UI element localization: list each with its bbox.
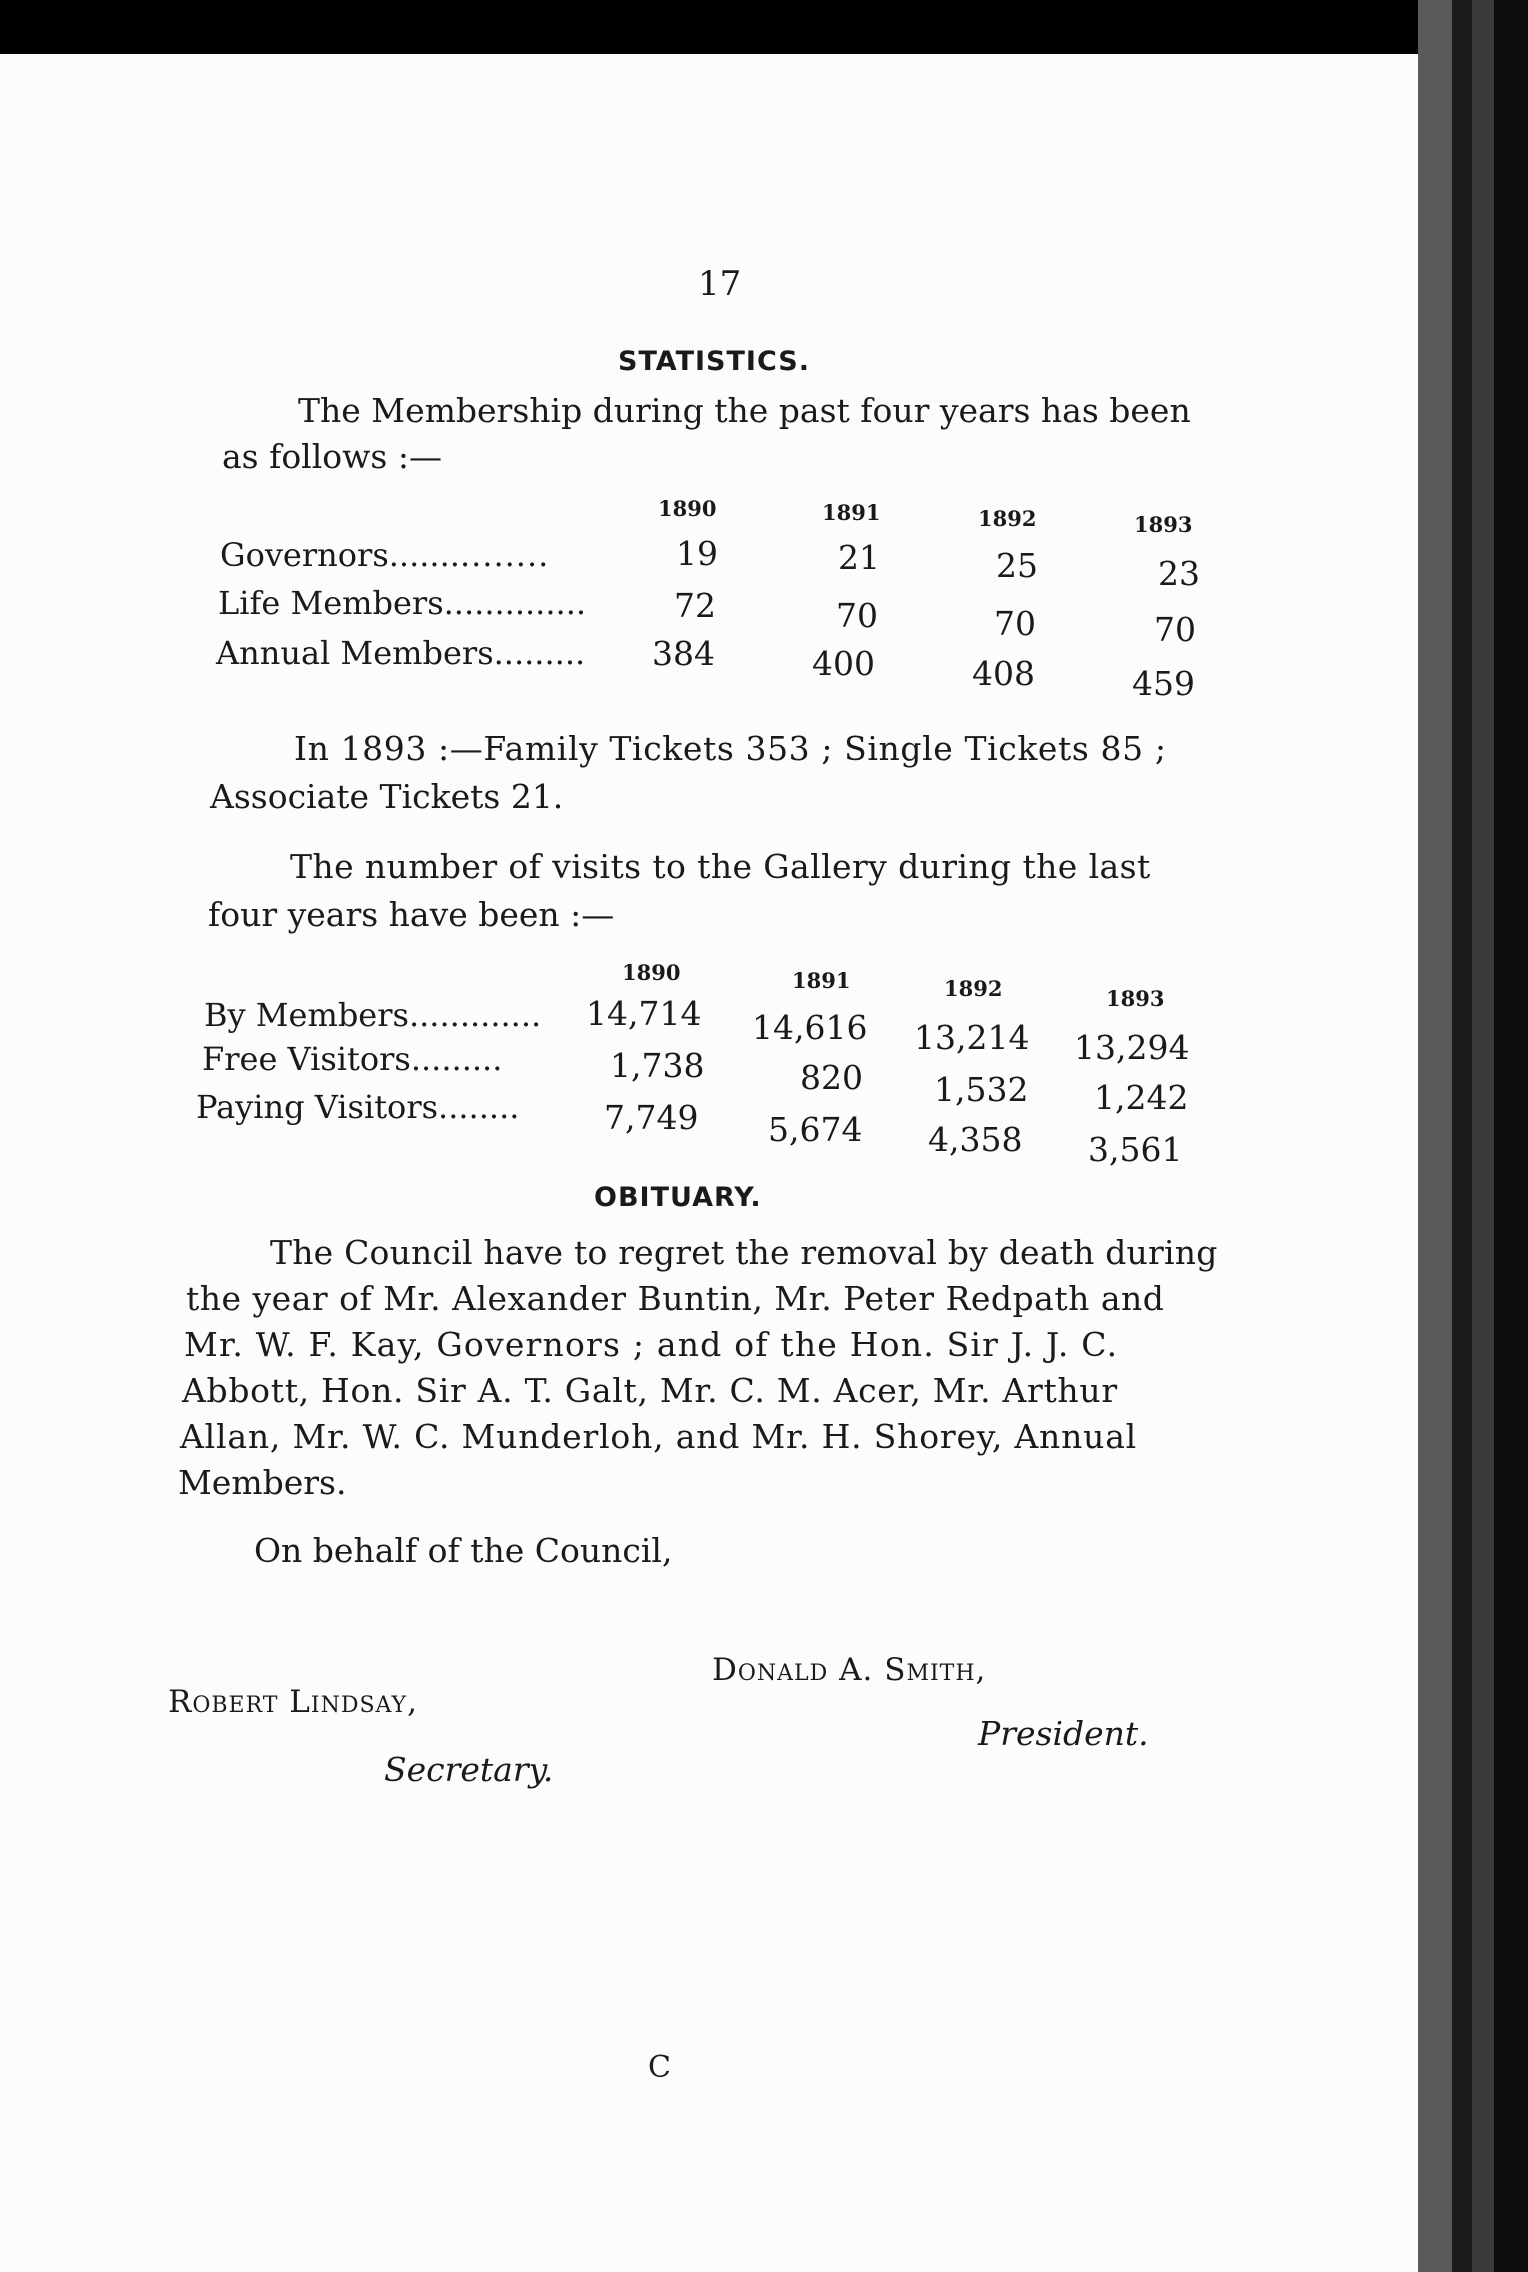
book-edge [1472, 0, 1494, 2272]
obituary-heading: OBITUARY. [594, 1182, 762, 1213]
table-cell: 820 [800, 1058, 863, 1097]
year-header: 1892 [944, 976, 1003, 1001]
tickets-line2: Associate Tickets 21. [210, 777, 564, 816]
president-name: Donald A. Smith, [712, 1652, 987, 1688]
table-cell: 23 [1158, 554, 1200, 593]
year-header: 1891 [792, 968, 851, 993]
table-cell: 70 [836, 596, 878, 635]
table-cell: 1,738 [610, 1046, 705, 1085]
table-cell: 13,214 [914, 1018, 1030, 1057]
president-title: President. [978, 1714, 1149, 1753]
row-label: By Members............. [204, 996, 542, 1034]
secretary-title: Secretary. [384, 1750, 554, 1789]
table-cell: 13,294 [1074, 1028, 1190, 1067]
table-cell: 400 [812, 644, 875, 683]
book-page [0, 54, 1418, 2272]
table-cell: 1,242 [1094, 1078, 1189, 1117]
visits-intro-line1: The number of visits to the Gallery during the last [290, 847, 1151, 886]
behalf-line: On behalf of the Council, [254, 1531, 673, 1570]
obituary-line: The Council have to regret the removal by death during [270, 1233, 1218, 1272]
table-cell: 14,714 [586, 994, 702, 1033]
table-cell: 408 [972, 654, 1035, 693]
book-edge [1418, 0, 1452, 2272]
table-cell: 1,532 [934, 1070, 1029, 1109]
table-cell: 14,616 [752, 1008, 868, 1047]
table-cell: 70 [1154, 610, 1196, 649]
table-cell: 25 [996, 546, 1038, 585]
obituary-line: Members. [178, 1463, 347, 1502]
table-cell: 21 [838, 538, 880, 577]
obituary-line: Abbott, Hon. Sir A. T. Galt, Mr. C. M. Acer, Mr. Arthur [182, 1371, 1118, 1410]
table-cell: 5,674 [768, 1110, 863, 1149]
row-label: Annual Members......... [216, 634, 586, 672]
obituary-line: the year of Mr. Alexander Buntin, Mr. Peter Redpath and [186, 1279, 1165, 1318]
year-header: 1890 [622, 960, 681, 985]
table-cell: 70 [994, 604, 1036, 643]
table-cell: 459 [1132, 664, 1195, 703]
statistics-heading: STATISTICS. [618, 346, 810, 377]
membership-intro-line2: as follows :— [222, 437, 442, 476]
year-header: 1893 [1106, 986, 1165, 1011]
table-cell: 384 [652, 634, 715, 673]
obituary-line: Mr. W. F. Kay, Governors ; and of the Hon. Sir J. J. C. [184, 1325, 1119, 1364]
table-cell: 4,358 [928, 1120, 1023, 1159]
membership-intro-line1: The Membership during the past four years has been [298, 391, 1191, 430]
signature-mark: C [648, 2050, 671, 2085]
obituary-line: Allan, Mr. W. C. Munderloh, and Mr. H. Shorey, Annual [180, 1417, 1138, 1456]
tickets-line1: In 1893 :—Family Tickets 353 ; Single Tickets 85 ; [294, 729, 1167, 768]
year-header: 1892 [978, 506, 1037, 531]
row-label: Paying Visitors........ [196, 1088, 520, 1126]
table-cell: 3,561 [1088, 1130, 1183, 1169]
row-label: Governors............... [220, 536, 550, 574]
table-cell: 7,749 [604, 1098, 699, 1137]
row-label: Free Visitors......... [202, 1040, 503, 1078]
table-cell: 72 [674, 586, 716, 625]
table-cell: 19 [676, 534, 718, 573]
visits-intro-line2: four years have been :— [208, 895, 615, 934]
secretary-name: Robert Lindsay, [168, 1684, 418, 1720]
book-edge [1494, 0, 1528, 2272]
row-label: Life Members.............. [218, 584, 587, 622]
year-header: 1893 [1134, 512, 1193, 537]
year-header: 1891 [822, 500, 881, 525]
page-number: 17 [698, 264, 742, 304]
book-edge [1452, 0, 1472, 2272]
year-header: 1890 [658, 496, 717, 521]
